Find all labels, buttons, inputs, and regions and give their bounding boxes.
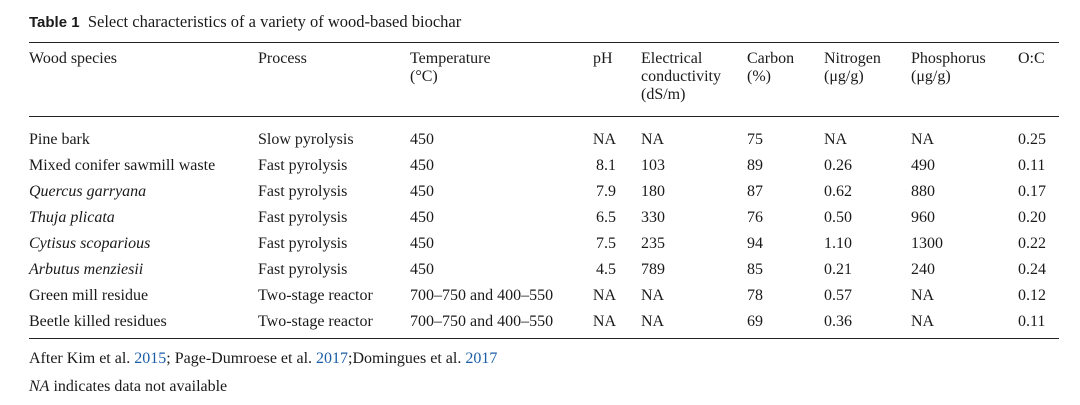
cell-ph: 4.5 [596, 261, 616, 278]
header-species: Wood species [29, 50, 118, 67]
cell-temperature: 450 [410, 131, 434, 148]
header-process: Process [258, 50, 307, 67]
cell-oc: 0.20 [1018, 209, 1046, 226]
header-ec-line3: (dS/m) [641, 86, 686, 103]
header-carbon-line1: Carbon [747, 50, 795, 67]
citation-link[interactable]: 2017 [465, 350, 498, 367]
cell-species: Green mill residue [29, 287, 149, 304]
header-temperature-line2: (°C) [410, 68, 438, 85]
cell-nitrogen: 0.62 [824, 183, 852, 200]
cell-ec: 180 [641, 183, 665, 200]
cell-carbon: 76 [747, 209, 763, 226]
cell-phosphorus: NA [911, 287, 935, 304]
header-ec-line2: conductivity [641, 68, 721, 85]
cell-process: Slow pyrolysis [258, 131, 354, 148]
cell-species: Mixed conifer sawmill waste [29, 157, 216, 174]
cell-nitrogen: 0.21 [824, 261, 852, 278]
header-ec-line1: Electrical [641, 50, 703, 67]
header-nitrogen-line1: Nitrogen [824, 50, 881, 67]
footnote-text: After Kim et al. [29, 350, 131, 367]
cell-temperature: 450 [410, 157, 434, 174]
cell-ph: NA [592, 287, 616, 304]
cell-species: Quercus garryana [29, 183, 147, 200]
cell-phosphorus: 240 [911, 261, 935, 278]
citation-link[interactable]: 2017 [316, 350, 349, 367]
cell-temperature: 700–750 and 400–550 [410, 313, 554, 330]
cell-temperature: 450 [410, 209, 434, 226]
cell-process: Two-stage reactor [258, 313, 373, 330]
cell-process: Fast pyrolysis [258, 209, 348, 226]
table-label: Table 1 [29, 14, 80, 31]
cell-carbon: 69 [747, 313, 763, 330]
cell-process: Fast pyrolysis [258, 183, 348, 200]
cell-oc: 0.11 [1018, 157, 1046, 174]
cell-phosphorus: 880 [911, 183, 935, 200]
cell-temperature: 450 [410, 261, 434, 278]
cell-process: Fast pyrolysis [258, 157, 348, 174]
cell-species: Thuja plicata [29, 209, 115, 226]
header-carbon [747, 50, 794, 86]
cell-species: Beetle killed residues [29, 313, 167, 330]
cell-ph: 7.5 [596, 235, 616, 252]
table-caption [29, 12, 461, 32]
cell-oc: 0.22 [1018, 235, 1046, 252]
cell-ph: 6.5 [596, 209, 616, 226]
source-footnote [29, 350, 497, 368]
header-phosphorus-line1: Phosphorus [911, 50, 986, 67]
cell-process: Fast pyrolysis [258, 235, 348, 252]
cell-temperature: 450 [410, 183, 434, 200]
cell-ec: 330 [641, 209, 665, 226]
cell-temperature: 700–750 and 400–550 [410, 287, 554, 304]
header-phosphorus [911, 50, 986, 86]
cell-ph: 7.9 [596, 183, 616, 200]
cell-species: Cytisus scoparious [29, 235, 151, 252]
cell-carbon: 75 [747, 131, 763, 148]
bottom-rule [29, 338, 1059, 339]
cell-nitrogen: 1.10 [824, 235, 852, 252]
footnote-text: ;Domingues et al. [348, 350, 462, 367]
header-phosphorus-line2: (μg/g) [911, 68, 951, 85]
cell-species: Pine bark [29, 131, 90, 148]
header-ec [641, 50, 721, 104]
cell-oc: 0.17 [1018, 183, 1046, 200]
cell-carbon: 94 [747, 235, 763, 252]
cell-temperature: 450 [410, 235, 434, 252]
table-title: Select characteristics of a variety of wood-based biochar [87, 12, 462, 31]
cell-nitrogen: 0.36 [824, 313, 852, 330]
cell-phosphorus: NA [911, 313, 935, 330]
cell-ec: NA [641, 131, 665, 148]
header-temperature-line1: Temperature [410, 50, 491, 67]
cell-process: Two-stage reactor [258, 287, 373, 304]
cell-ph: NA [592, 313, 616, 330]
cell-oc: 0.12 [1018, 287, 1046, 304]
cell-ec: 235 [641, 235, 665, 252]
header-oc: O:C [1018, 50, 1045, 67]
cell-carbon: 89 [747, 157, 763, 174]
na-footnote [29, 378, 227, 396]
cell-ph: 8.1 [596, 157, 616, 174]
cell-nitrogen: 0.26 [824, 157, 852, 174]
cell-oc: 0.24 [1018, 261, 1046, 278]
cell-ph: NA [592, 131, 616, 148]
header-nitrogen [824, 50, 881, 86]
cell-nitrogen: 0.57 [824, 287, 852, 304]
cell-carbon: 78 [747, 287, 763, 304]
na-abbreviation: NA [29, 378, 50, 395]
cell-process: Fast pyrolysis [258, 261, 348, 278]
header-carbon-line2: (%) [747, 68, 771, 85]
cell-species: Arbutus menziesii [29, 261, 144, 278]
cell-phosphorus: 490 [911, 157, 935, 174]
cell-oc: 0.25 [1018, 131, 1046, 148]
cell-ec: NA [641, 313, 665, 330]
cell-nitrogen: NA [824, 131, 848, 148]
cell-phosphorus: NA [911, 131, 935, 148]
cell-ec: NA [641, 287, 665, 304]
top-rule [29, 42, 1059, 43]
header-temperature [410, 50, 491, 86]
cell-phosphorus: 960 [911, 209, 935, 226]
footnote-text: ; Page-Dumroese et al. [166, 350, 313, 367]
cell-oc: 0.11 [1018, 313, 1046, 330]
cell-ec: 789 [641, 261, 665, 278]
citation-link[interactable]: 2015 [134, 350, 167, 367]
header-nitrogen-line2: (μg/g) [824, 68, 864, 85]
cell-nitrogen: 0.50 [824, 209, 852, 226]
header-ph: pH [593, 50, 613, 67]
na-definition: indicates data not available [49, 378, 228, 395]
cell-carbon: 87 [747, 183, 763, 200]
cell-carbon: 85 [747, 261, 763, 278]
header-rule [29, 116, 1059, 117]
cell-ec: 103 [641, 157, 665, 174]
cell-phosphorus: 1300 [911, 235, 943, 252]
